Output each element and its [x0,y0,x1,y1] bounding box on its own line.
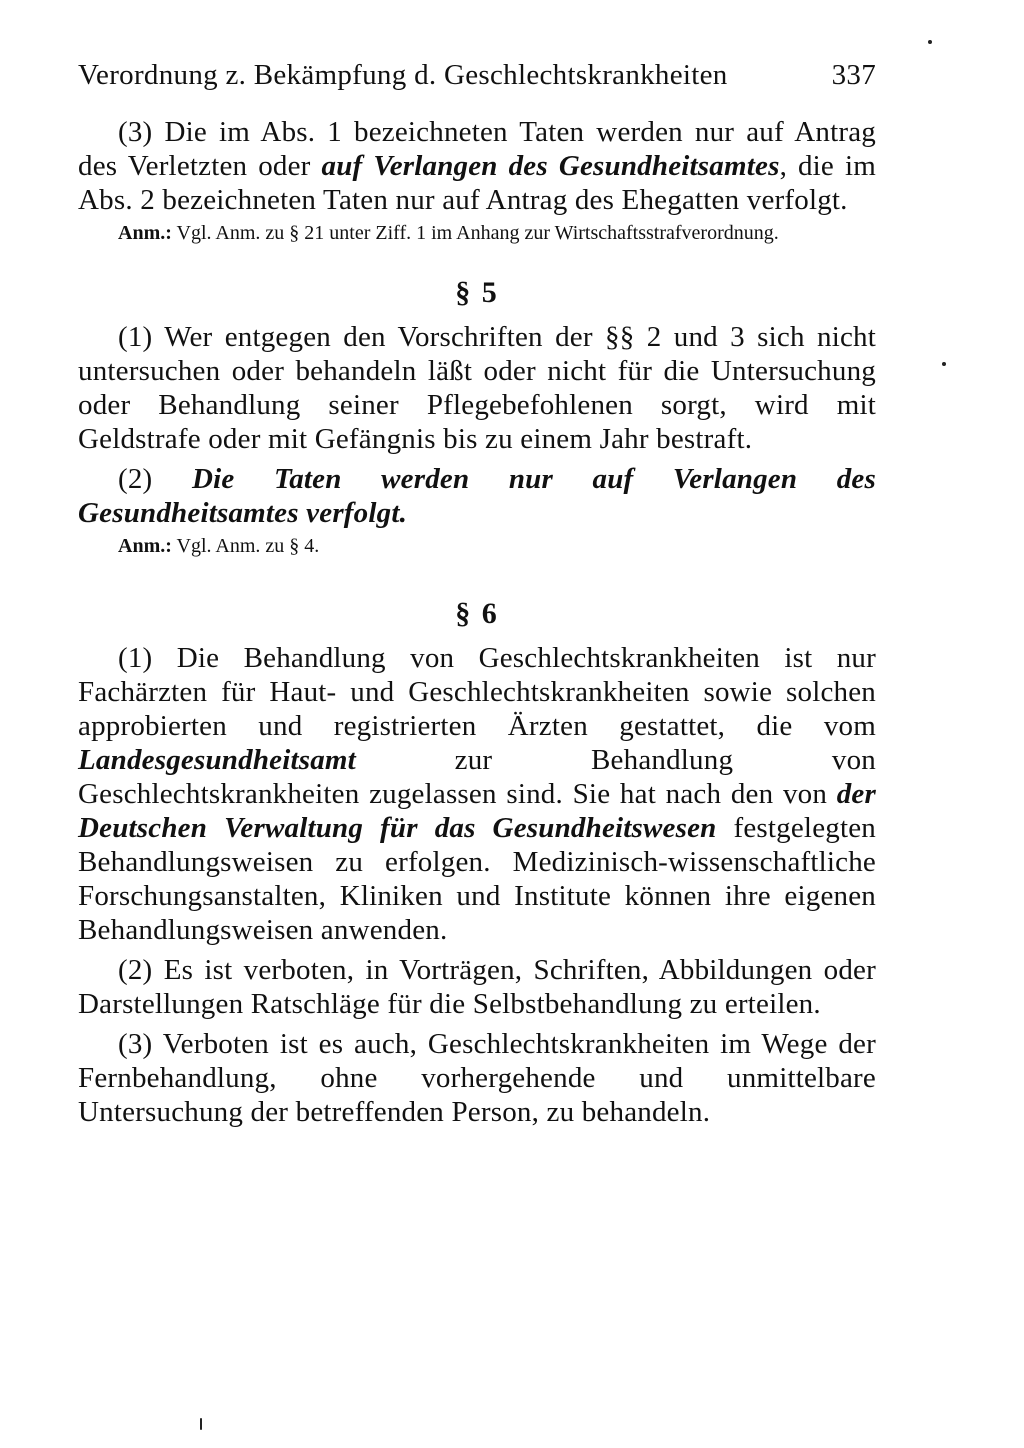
italic-run: auf Verlangen des Gesundheitsamtes [321,149,780,182]
scan-speck [942,362,946,366]
text-run: , die im Abs. 2 bezeichneten Taten nur auf Antrag des Ehegatten verfolgt. [78,149,876,216]
section6-paragraph-1 [78,641,876,947]
running-header [78,58,876,93]
text-run: (2) [118,462,192,495]
text-run: zur Behandlung von Geschlechtskrankheiten zugelassen sind. Sie hat nach den von [78,743,876,810]
italic-run: Landesgesundheitsamt [78,743,356,776]
section5-paragraph-1: (1) Wer entgegen den Vorschriften der §§ 2 und 3 sich nicht untersuchen oder behandeln läßt oder nicht für die Untersuchung oder Behandlung seiner Pflegebefohlenen sorgt, wird mit Geldstrafe oder mit Gefängnis bis zu einem Jahr bestraft. [78,320,876,455]
text-run: (3) Die im Abs. 1 bezeichneten Taten werden nur auf Antrag des Verletzten oder [78,115,876,182]
text-run: festgelegten Behandlungsweisen zu erfolgen. Medizinisch-wissenschaftliche Forschungsanstalten, Kliniken und Institute können ihre eigenen Behandlungsweisen anwenden. [78,811,876,946]
section-heading-5: § 5 [455,275,499,309]
annotation-label: Anm.: [118,221,172,244]
italic-run: Die Taten werden nur auf Verlangen des Gesundheitsamtes verfolgt. [78,462,876,529]
annotation-text: Vgl. Anm. zu § 4. [171,534,320,557]
scan-speck [200,1418,202,1430]
section4-paragraph-3 [78,115,876,217]
scan-speck [928,40,932,44]
section5-paragraph-2 [78,462,876,530]
text-run: (1) Die Behandlung von Geschlechtskrankheiten ist nur Fachärzten für Haut- und Geschlechtskrankheiten sowie solchen approbierten und registrierten Ärzten gestattet, die vom [78,641,876,742]
section-heading-6: § 6 [455,596,499,630]
document-page [78,58,876,1135]
annotation-text: Vgl. Anm. zu § 21 unter Ziff. 1 im Anhang zur Wirtschaftsstrafverordnung. [171,221,779,244]
section6-paragraph-2: (2) Es ist verboten, in Vorträgen, Schriften, Abbildungen oder Darstellungen Ratschläge für die Selbstbehandlung zu erteilen. [78,953,876,1020]
page-number: 337 [831,59,876,91]
section4-annotation [78,221,876,246]
section6-paragraph-3: (3) Verboten ist es auch, Geschlechtskrankheiten im Wege der Fernbehandlung, ohne vorhergehende und unmittelbare Untersuchung der betreffenden Person, zu behandeln. [78,1027,876,1128]
annotation-label: Anm.: [118,534,172,557]
italic-run: der Deutschen Verwaltung für das Gesundheitswesen [78,777,876,844]
section5-annotation [78,534,876,559]
running-header-title: Verordnung z. Bekämpfung d. Geschlechtskrankheiten [78,59,728,91]
